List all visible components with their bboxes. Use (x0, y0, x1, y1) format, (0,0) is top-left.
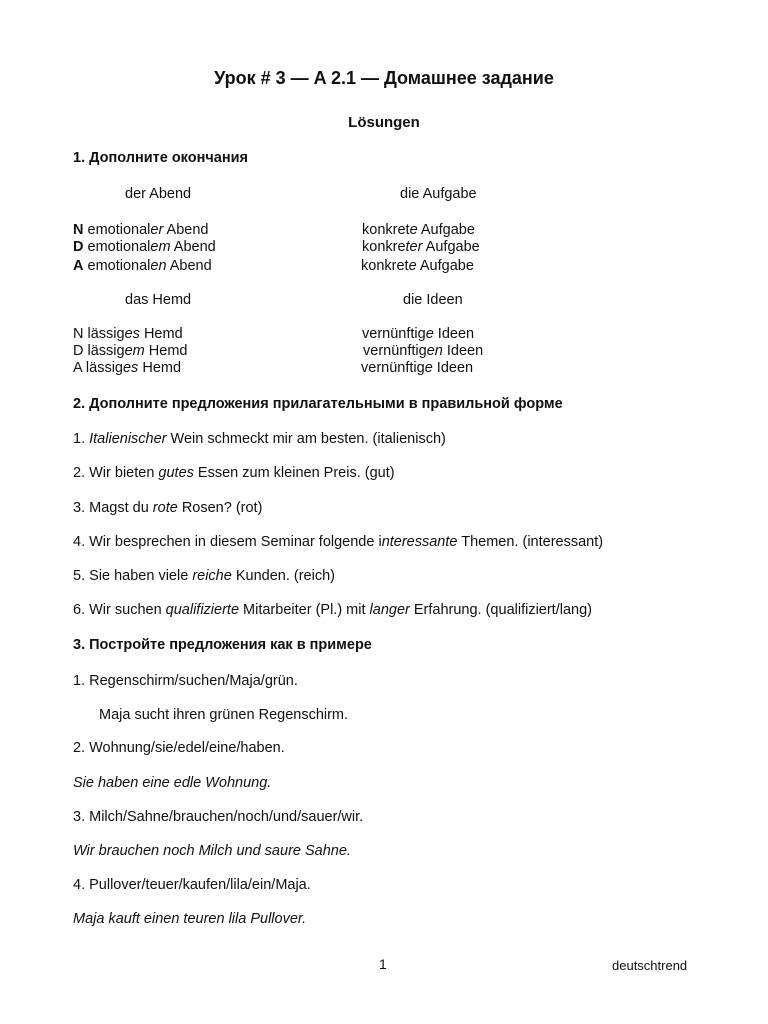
section-1-heading: 1. Дополните окончания (73, 150, 248, 166)
exercise-3-prompt-2: 2. Wohnung/sie/edel/eine/haben. (73, 740, 285, 756)
page-subtitle: Lösungen (348, 114, 420, 131)
table1-row-a-b: konkrete Aufgabe (361, 258, 474, 274)
exercise-3-prompt-4: 4. Pullover/teuer/kaufen/lila/ein/Maja. (73, 877, 311, 893)
exercise-2-item-4: 4. Wir besprechen in diesem Seminar folgende interessante Themen. (interessant) (73, 534, 604, 550)
page-number: 1 (379, 956, 387, 972)
exercise-3-answer-2: Sie haben eine edle Wohnung. (73, 775, 272, 791)
table2-col-b-header: die Ideen (403, 292, 463, 308)
exercise-2-item-2: 2. Wir bieten gutes Essen zum kleinen Preis. (gut) (73, 465, 395, 481)
table1-col-b-header: die Aufgabe (400, 186, 477, 202)
section-2-heading: 2. Дополните предложения прилагательными в правильной форме (73, 396, 563, 412)
exercise-3-answer-3: Wir brauchen noch Milch und saure Sahne. (73, 843, 351, 859)
table1-row-d-a: D emotionalem Abend (73, 239, 216, 255)
table1-row-n-a: N emotionaler Abend (73, 222, 209, 238)
table2-row-n-a: N lässiges Hemd (73, 326, 183, 342)
exercise-3-example-answer: Maja sucht ihren grünen Regenschirm. (99, 707, 349, 723)
exercise-2-item-5: 5. Sie haben viele reiche Kunden. (reich) (73, 568, 335, 584)
exercise-2-item-3: 3. Magst du rote Rosen? (rot) (73, 500, 263, 516)
table2-row-a-a: A lässiges Hemd (73, 360, 182, 376)
table2-row-d-b: vernünftigen Ideen (363, 343, 484, 359)
table1-row-a-a: A emotionalen Abend (73, 258, 212, 274)
exercise-2-item-1: 1. Italienischer Wein schmeckt mir am besten. (italienisch) (73, 431, 446, 447)
table2-col-a-header: das Hemd (125, 292, 192, 308)
table1-col-a-header: der Abend (125, 186, 192, 202)
exercise-3-prompt-3: 3. Milch/Sahne/brauchen/noch/und/sauer/wir. (73, 809, 364, 825)
table2-row-n-b: vernünftige Ideen (362, 326, 475, 342)
table2-row-a-b: vernünftige Ideen (361, 360, 474, 376)
footer-brand: deutschtrend (612, 958, 688, 973)
exercise-3-answer-4: Maja kauft einen teuren lila Pullover. (73, 911, 307, 927)
page-title: Урок # 3 — A 2.1 — Домашнее задание (214, 68, 554, 88)
exercise-2-item-6: 6. Wir suchen qualifizierte Mitarbeiter (Pl.) mit langer Erfahrung. (qualifiziert/lang) (73, 602, 592, 618)
exercise-3-example-prompt: 1. Regenschirm/suchen/Maja/grün. (73, 673, 298, 689)
table1-row-d-b: konkreter Aufgabe (362, 239, 480, 255)
table2-row-d-a: D lässigem Hemd (73, 343, 188, 359)
table1-row-n-b: konkrete Aufgabe (362, 222, 475, 238)
section-3-heading: 3. Постройте предложения как в примере (73, 637, 372, 653)
